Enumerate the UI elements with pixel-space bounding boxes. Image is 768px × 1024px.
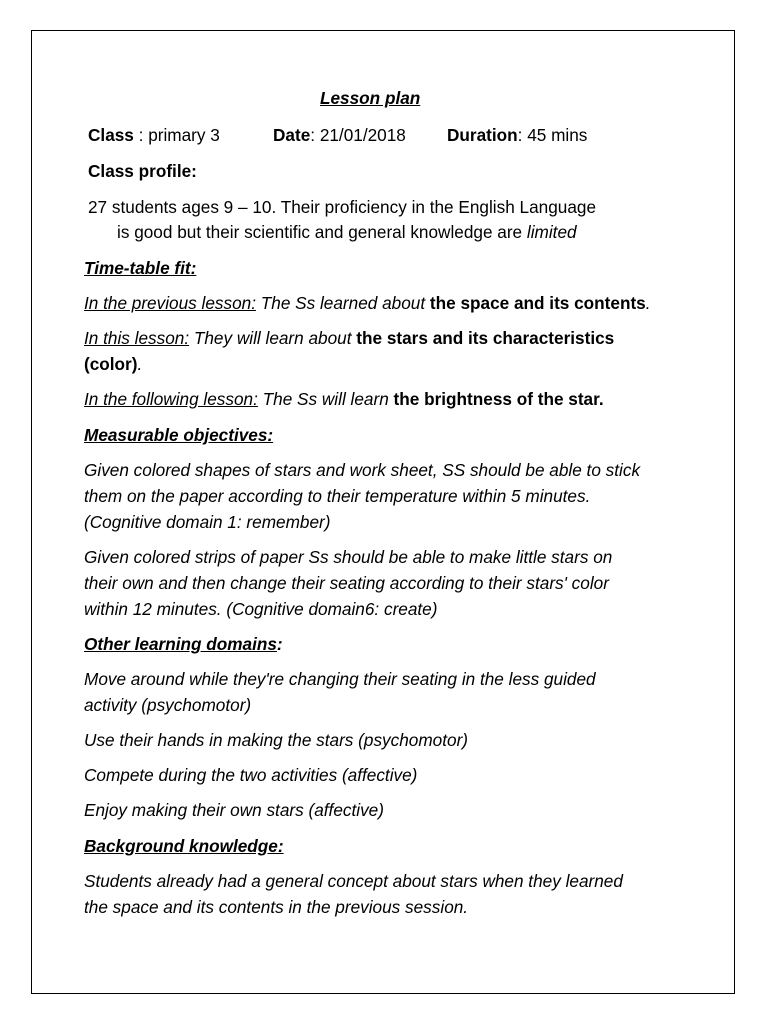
duration-label: Duration: [447, 125, 518, 145]
background-heading: Background knowledge:: [84, 836, 284, 856]
previous-lesson: [84, 290, 651, 316]
objective-1-line-2: them on the paper according to their temperature within 5 minutes.: [84, 486, 591, 506]
domain-item-1-line-1: Move around while they're changing their seating in the less guided: [84, 669, 596, 689]
date-label: Date: [273, 125, 311, 145]
date-value: : 21/01/2018: [310, 125, 406, 145]
following-lesson-text: The Ss will learn: [257, 389, 394, 409]
this-lesson-topic-2: (color): [84, 354, 138, 374]
domain-item-4: Enjoy making their own stars (affective): [84, 800, 384, 820]
objective-2-line-1: Given colored strips of paper Ss should be able to make little stars on: [84, 547, 613, 567]
page-title: Lesson plan: [320, 88, 421, 108]
objective-1-line-1: Given colored shapes of stars and work sheet, SS should be able to stick: [84, 460, 641, 480]
date-info: [273, 122, 406, 148]
class-profile-line-2: [117, 219, 577, 245]
following-lesson: [84, 386, 604, 412]
domain-item-2: Use their hands in making the stars (psychomotor): [84, 730, 469, 750]
other-domains-heading-text: Other learning domains: [84, 634, 277, 654]
duration-info: [447, 122, 587, 148]
class-label: Class: [88, 125, 134, 145]
domain-item-3: Compete during the two activities (affective): [84, 765, 418, 785]
this-lesson-label: In this lesson:: [84, 328, 190, 348]
class-profile-line-1: 27 students ages 9 – 10. Their proficiency in the English Language: [88, 197, 597, 217]
class-profile-emphasis: limited: [526, 222, 577, 242]
duration-value: : 45 mins: [517, 125, 588, 145]
class-info: [88, 122, 220, 148]
objective-2-line-3: within 12 minutes. (Cognitive domain6: create): [84, 599, 438, 619]
previous-lesson-end: .: [645, 293, 651, 313]
timetable-heading: Time-table fit:: [84, 258, 197, 278]
objective-2-line-2: their own and then change their seating according to their stars' color: [84, 573, 609, 593]
previous-lesson-topic: the space and its contents: [429, 293, 646, 313]
this-lesson-topic: the stars and its characteristics: [356, 328, 615, 348]
background-line-2: the space and its contents in the previous session.: [84, 897, 469, 917]
other-domains-heading-colon: :: [276, 634, 283, 654]
objectives-heading: Measurable objectives:: [84, 425, 274, 445]
other-domains-heading: [84, 631, 283, 657]
previous-lesson-text: The Ss learned about: [255, 293, 430, 313]
following-lesson-topic: the brightness of the star.: [393, 389, 604, 409]
this-lesson-end: .: [137, 354, 143, 374]
following-lesson-label: In the following lesson:: [84, 389, 258, 409]
objective-1-line-3: (Cognitive domain 1: remember): [84, 512, 331, 532]
background-line-1: Students already had a general concept about stars when they learned: [84, 871, 623, 891]
class-value: : primary 3: [133, 125, 220, 145]
class-profile-heading: Class profile:: [88, 161, 197, 181]
this-lesson: [84, 325, 614, 351]
class-profile-text: is good but their scientific and general knowledge are: [117, 222, 527, 242]
previous-lesson-label: In the previous lesson:: [84, 293, 256, 313]
this-lesson-line-2: [84, 351, 142, 377]
domain-item-1-line-2: activity (psychomotor): [84, 695, 252, 715]
this-lesson-text: They will learn about: [189, 328, 357, 348]
